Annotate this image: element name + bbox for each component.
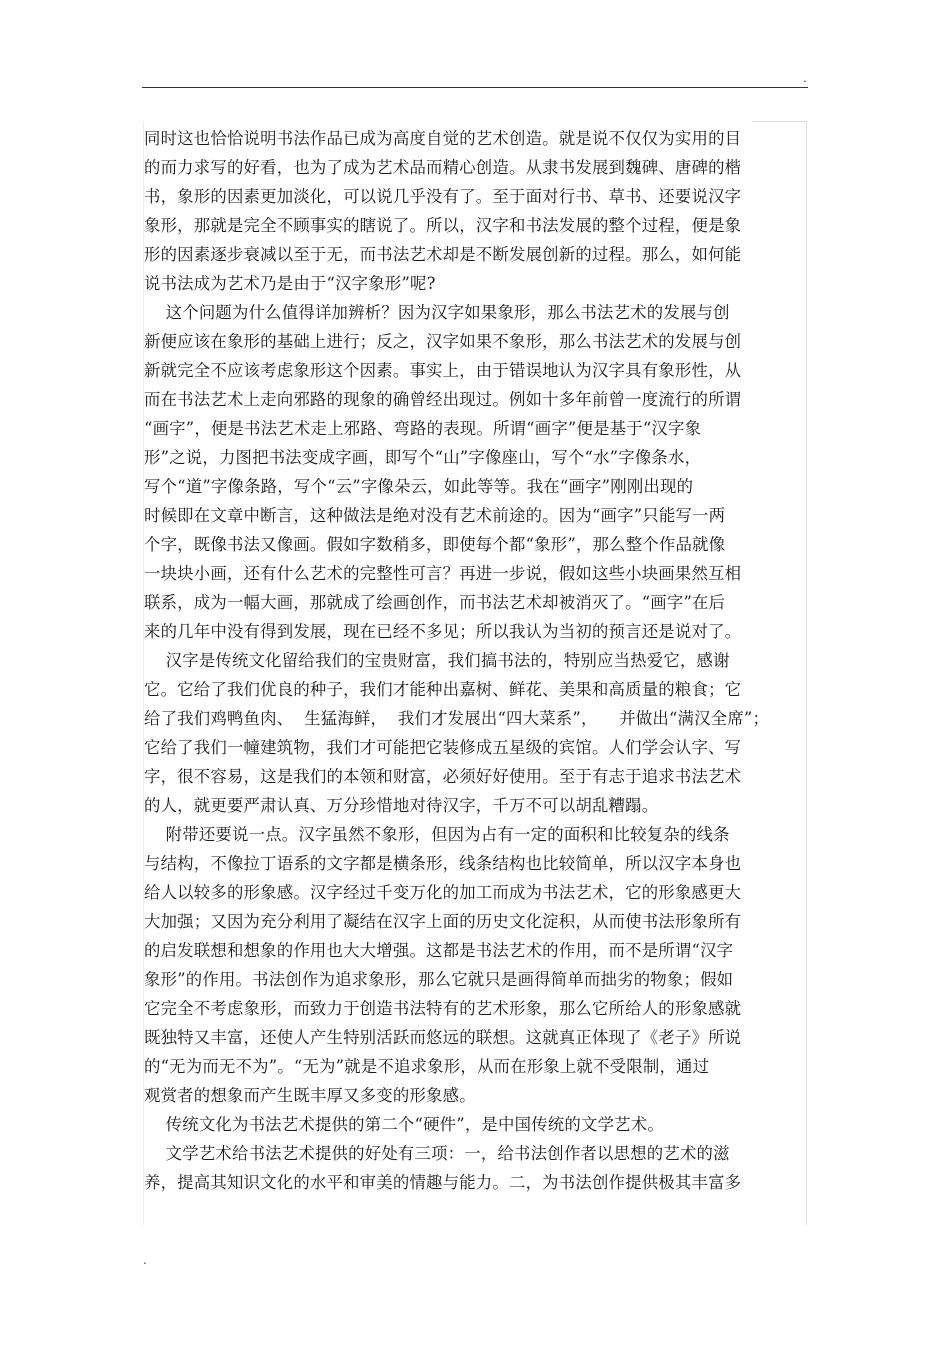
text-line: 象形，那就是完全不顾事实的瞎说了。所以，汉字和书法发展的整个过程，便是象 bbox=[144, 216, 742, 235]
text-line: “画字”，便是书法艺术走上邪路、弯路的表现。所谓“画字”便是基于“汉字象 bbox=[144, 419, 702, 438]
text-line: 它给了我们一幢建筑物，我们才可能把它装修成五星级的宾馆。人们学会认字、写 bbox=[144, 738, 742, 757]
header-mark: . bbox=[803, 71, 807, 85]
text-line: 说书法成为艺术乃是由于“汉字象形”呢? bbox=[144, 274, 436, 293]
text-line: 传统文化为书法艺术提供的第二个“硬件”，是中国传统的文学艺术。 bbox=[144, 1115, 664, 1134]
text-line: 一块块小画，还有什么艺术的完整性可言？再进一步说，假如这些小块画果然互相 bbox=[144, 564, 742, 583]
text-line: 新便应该在象形的基础上进行；反之，汉字如果不象形，那么书法艺术的发展与创 bbox=[144, 332, 742, 351]
text-line: 时候即在文章中断言，这种做法是绝对没有艺术前途的。因为“画字”只能写一两 bbox=[144, 506, 726, 525]
text-line: 字，很不容易，这是我们的本领和财富，必须好好使用。至于有志于追求书法艺术 bbox=[144, 767, 742, 786]
text-line: 书，象形的因素更加淡化，可以说几乎没有了。至于面对行书、草书、还要说汉字 bbox=[144, 187, 742, 206]
text-line: 同时这也恰恰说明书法作品已成为高度自觉的艺术创造。就是说不仅仅为实用的目 bbox=[144, 129, 742, 148]
text-line: 个字，既像书法又像画。假如字数稍多，即使每个都“象形”，那么整个作品就像 bbox=[144, 535, 726, 554]
text-line: 大加强；又因为充分利用了凝结在汉字上面的历史文化淀积，从而使书法形象所有 bbox=[144, 912, 742, 931]
text-line: 观赏者的想象而产生既丰厚又多变的形象感。 bbox=[144, 1086, 476, 1105]
frame-top-border bbox=[752, 121, 806, 122]
footer-mark: . bbox=[143, 1253, 147, 1267]
text-line: 来的几年中没有得到发展，现在已经不多见；所以我认为当初的预言还是说对了。 bbox=[144, 622, 742, 641]
header-rule bbox=[142, 87, 808, 88]
text-line: 形”之说，力图把书法变成字画，即写个“山”字像座山，写个“水”字像条水， bbox=[144, 448, 702, 467]
text-line: 象形”的作用。书法创作为追求象形，那么它就只是画得简单而拙劣的物象；假如 bbox=[144, 970, 734, 989]
text-line: 写个“道”字像条路，写个“云”字像朵云，如此等等。我在“画字”刚刚出现的 bbox=[144, 477, 694, 496]
text-line: 既独特又丰富，还使人产生特别活跃而悠远的联想。这就真正体现了《老子》所说 bbox=[144, 1028, 742, 1047]
text-line: 的“无为而无不为”。“无为”就是不追求象形，从而在形象上就不受限制，通过 bbox=[144, 1057, 710, 1076]
document-body bbox=[144, 124, 804, 1197]
text-line: 新就完全不应该考虑象形这个因素。事实上，由于错误地认为汉字具有象形性，从 bbox=[144, 361, 742, 380]
text-line: 给了我们鸡鸭鱼肉、 生猛海鲜， 我们才发展出“四大菜系”， 并做出“满汉全席”； bbox=[144, 709, 770, 728]
text-line: 这个问题为什么值得详加辨析？因为汉字如果象形，那么书法艺术的发展与创 bbox=[144, 303, 730, 322]
text-line: 的人，就更要严肃认真、万分珍惜地对待汉字，千万不可以胡乱糟蹋。 bbox=[144, 796, 659, 815]
text-line: 给人以较多的形象感。汉字经过千变万化的加工而成为书法艺术，它的形象感更大 bbox=[144, 883, 742, 902]
frame-right-border bbox=[806, 121, 807, 1225]
text-line: 养，提高其知识文化的水平和审美的情趣与能力。二，为书法创作提供极其丰富多 bbox=[144, 1173, 742, 1192]
text-line: 的而力求写的好看，也为了成为艺术品而精心创造。从隶书发展到魏碑、唐碑的楷 bbox=[144, 158, 742, 177]
text-line: 它。它给了我们优良的种子，我们才能种出嘉树、鲜花、美果和高质量的粮食；它 bbox=[144, 680, 742, 699]
text-line: 它完全不考虑象形，而致力于创造书法特有的艺术形象，那么它所给人的形象感就 bbox=[144, 999, 742, 1018]
text-line: 形的因素逐步衰减以至于无，而书法艺术却是不断发展创新的过程。那么，如何能 bbox=[144, 245, 742, 264]
text-line: 与结构，不像拉丁语系的文字都是横条形，线条结构也比较简单，所以汉字本身也 bbox=[144, 854, 742, 873]
text-line: 文学艺术给书法艺术提供的好处有三项：一，给书法创作者以思想的艺术的滋 bbox=[144, 1144, 730, 1163]
text-line: 而在书法艺术上走向邪路的现象的确曾经出现过。例如十多年前曾一度流行的所谓 bbox=[144, 390, 742, 409]
text-line: 的启发联想和想象的作用也大大增强。这都是书法艺术的作用，而不是所谓“汉字 bbox=[144, 941, 734, 960]
text-line: 联系，成为一幅大画，那就成了绘画创作，而书法艺术却被消灭了。“画字”在后 bbox=[144, 593, 726, 612]
text-line: 附带还要说一点。汉字虽然不象形，但因为占有一定的面积和比较复杂的线条 bbox=[144, 825, 730, 844]
text-line: 汉字是传统文化留给我们的宝贵财富，我们搞书法的，特别应当热爱它，感谢 bbox=[144, 651, 730, 670]
